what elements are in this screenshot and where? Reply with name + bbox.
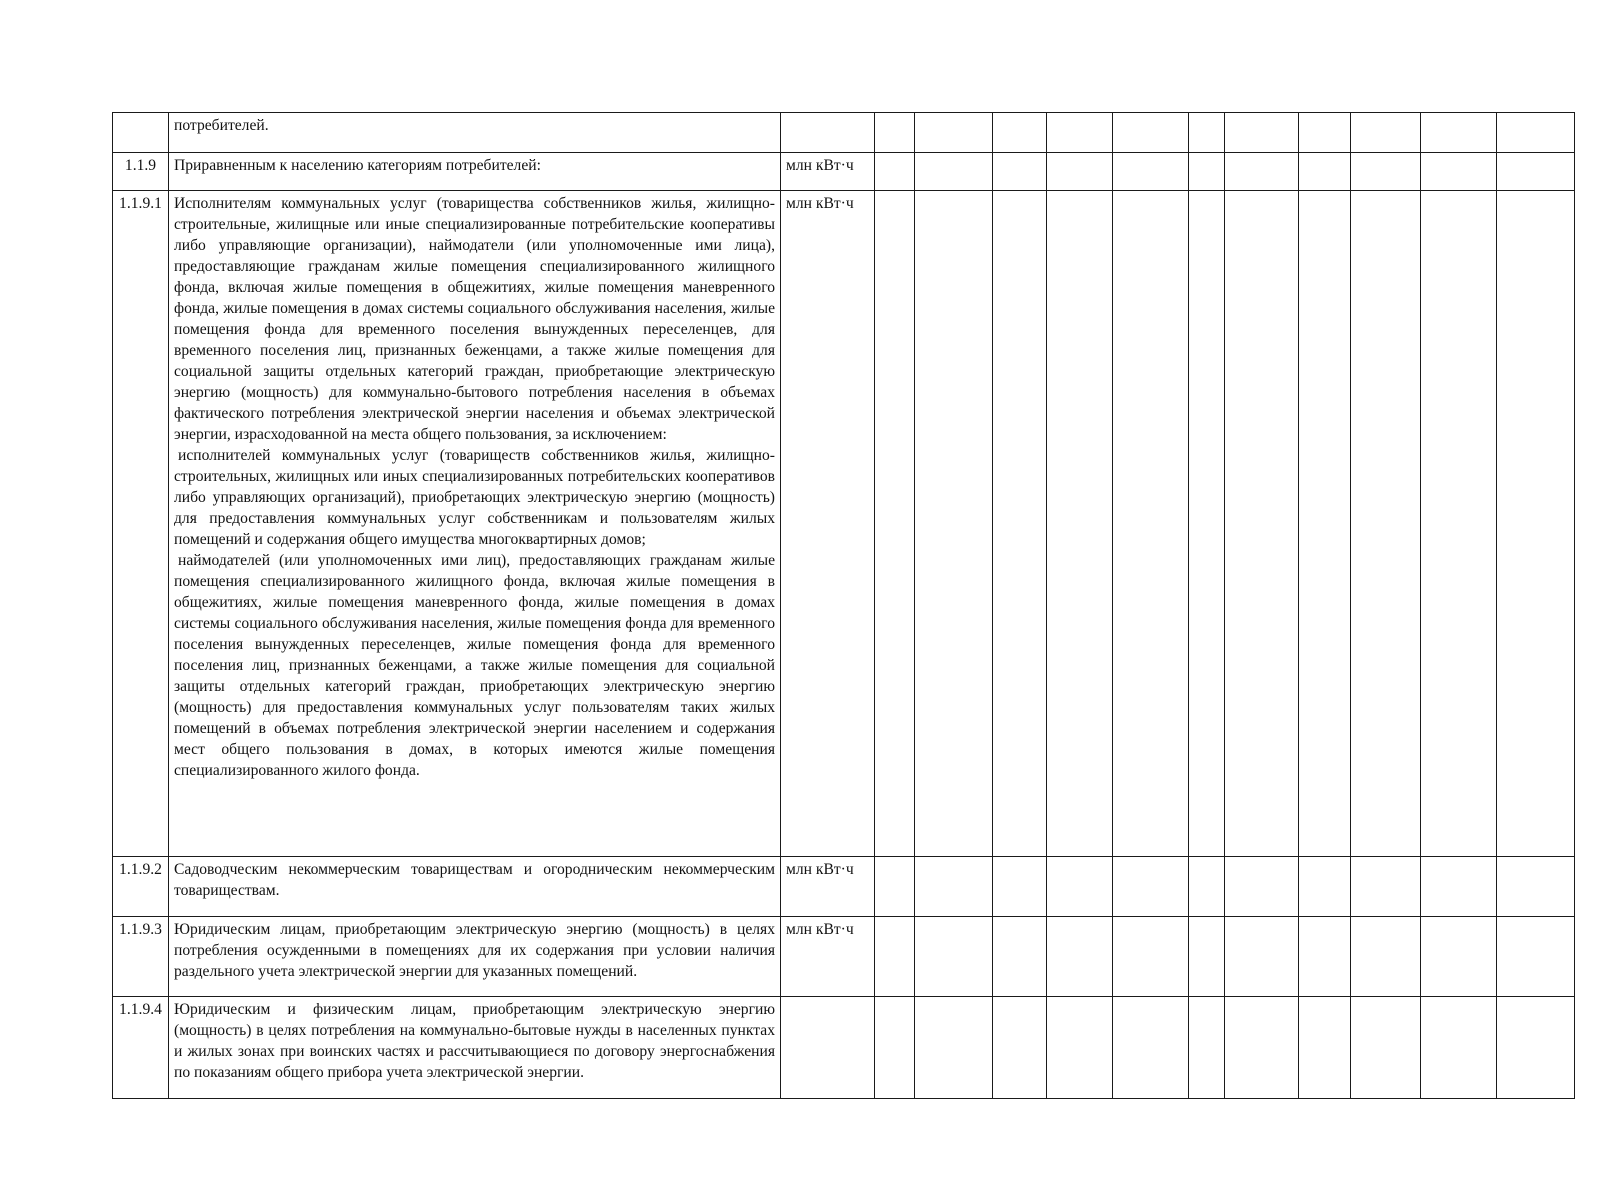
empty-value-cell [1113,857,1189,917]
description-paragraph: Исполнителям коммунальных услуг (товарищества собственников жилья, жилищно-строительные, жилищные или иные специализированные потребительские кооперативы либо управляющие организации), наймодатели (или уполномоченные ими лица), предоставляющие гражданам жилые помещения специализированного жилищного фонда, включая жилые помещения в общежитиях, жилые помещения маневренного фонда, жилые помещения в домах системы социального обслуживания населения, жилые помещения фонда для временного поселения вынужденных переселенцев, для временного поселения лиц, признанных беженцами, а также жилые помещения для социальной защиты отдельных категорий граждан, приобретающие электрическую энергию (мощность) для коммунально-бытового потребления населения в объемах фактического потребления электрической энергии населения и объемах электрической энергии, израсходованной на места общего пользования, за исключением: [174,195,775,443]
row-description [169,917,781,997]
empty-value-cell [1497,997,1575,1099]
empty-value-cell [1351,153,1421,191]
empty-value-cell [1351,917,1421,997]
empty-value-cell [1047,917,1113,997]
empty-value-cell [1421,917,1497,997]
row-description [169,857,781,917]
empty-value-cell [1421,113,1497,153]
empty-value-cell [1299,113,1351,153]
row-unit [781,113,875,153]
empty-value-cell [1497,191,1575,857]
row-number: 1.1.9.1 [113,191,169,857]
empty-value-cell [993,191,1047,857]
empty-value-cell [1421,153,1497,191]
table-row [113,153,1575,191]
empty-value-cell [875,191,915,857]
empty-value-cell [1351,997,1421,1099]
row-unit: млн кВт·ч [781,917,875,997]
description-paragraph: Приравненным к населению категориям потребителей: [174,157,541,174]
empty-value-cell [993,997,1047,1099]
empty-value-cell [915,857,993,917]
description-paragraph: Садоводческим некоммерческим товариществам и огородническим некоммерческим товариществам. [174,861,775,899]
empty-value-cell [1225,857,1299,917]
empty-value-cell [915,113,993,153]
table-body [113,113,1575,1099]
empty-value-cell [1421,191,1497,857]
empty-value-cell [1225,153,1299,191]
empty-value-cell [1113,153,1189,191]
description-paragraph: Юридическим и физическим лицам, приобретающим электрическую энергию (мощность) в целях потребления на коммунально-бытовые нужды в населенных пунктах и жилых зонах при воинских частях и рассчитывающиеся по договору энергоснабжения по показаниям общего прибора учета электрической энергии. [174,1001,775,1081]
empty-value-cell [1113,917,1189,997]
empty-value-cell [875,997,915,1099]
row-number [113,113,169,153]
row-description [169,191,781,857]
description-paragraph: исполнителей коммунальных услуг (товариществ собственников жилья, жилищно-строительных, жилищных или иных специализированных потребительских кооперативов либо управляющих организаций), приобретающих электрическую энергию (мощность) для предоставления коммунальных услуг собственникам и пользователям жилых помещений и содержания общего имущества многоквартирных домов; [174,447,775,548]
row-unit: млн кВт·ч [781,191,875,857]
empty-value-cell [1497,113,1575,153]
empty-value-cell [1225,191,1299,857]
row-description [169,113,781,153]
row-number: 1.1.9.2 [113,857,169,917]
table-row [113,997,1575,1099]
empty-value-cell [1299,997,1351,1099]
empty-value-cell [1047,191,1113,857]
table-row [113,857,1575,917]
empty-value-cell [1225,113,1299,153]
row-unit: млн кВт·ч [781,857,875,917]
row-description [169,997,781,1099]
empty-value-cell [1047,997,1113,1099]
empty-value-cell [1189,997,1225,1099]
empty-value-cell [1299,917,1351,997]
empty-value-cell [1113,113,1189,153]
empty-value-cell [1189,113,1225,153]
empty-value-cell [1299,191,1351,857]
empty-value-cell [875,857,915,917]
table-row [113,917,1575,997]
empty-value-cell [1113,997,1189,1099]
empty-value-cell [1299,857,1351,917]
empty-value-cell [993,153,1047,191]
empty-value-cell [875,153,915,191]
empty-value-cell [993,917,1047,997]
empty-value-cell [1189,153,1225,191]
empty-value-cell [1225,917,1299,997]
row-unit: млн кВт·ч [781,153,875,191]
empty-value-cell [1421,997,1497,1099]
empty-value-cell [1299,153,1351,191]
empty-value-cell [1351,857,1421,917]
empty-value-cell [915,997,993,1099]
row-number: 1.1.9 [113,153,169,191]
empty-value-cell [1113,191,1189,857]
tariff-table [112,112,1575,1099]
empty-value-cell [915,191,993,857]
row-number: 1.1.9.3 [113,917,169,997]
empty-value-cell [1421,857,1497,917]
empty-value-cell [1189,857,1225,917]
row-number: 1.1.9.4 [113,997,169,1099]
empty-value-cell [1047,857,1113,917]
empty-value-cell [993,113,1047,153]
empty-value-cell [1497,857,1575,917]
empty-value-cell [1497,153,1575,191]
empty-value-cell [875,113,915,153]
empty-value-cell [915,917,993,997]
empty-value-cell [915,153,993,191]
empty-value-cell [1351,113,1421,153]
description-paragraph: потребителей. [174,117,269,134]
empty-value-cell [1351,191,1421,857]
table-row [113,113,1575,153]
empty-value-cell [993,857,1047,917]
row-unit [781,997,875,1099]
description-paragraph: Юридическим лицам, приобретающим электрическую энергию (мощность) в целях потребления осужденными в помещениях для их содержания при условии наличия раздельного учета электрической энергии для указанных помещений. [174,921,775,980]
empty-value-cell [1189,191,1225,857]
empty-value-cell [1047,113,1113,153]
description-paragraph: наймодателей (или уполномоченных ими лиц), предоставляющих гражданам жилые помещения специализированного жилищного фонда, включая жилые помещения в общежитиях, жилые помещения маневренного фонда, жилые помещения в домах системы социального обслуживания населения, жилые помещения фонда для временного поселения вынужденных переселенцев, жилые помещения фонда для временного поселения лиц, признанных беженцами, а также жилые помещения для социальной защиты отдельных категорий граждан, приобретающих электрическую энергию (мощность) для предоставления коммунальных услуг пользователям таких жилых помещений в объемах потребления электрической энергии населением и содержания мест общего пользования в домах, в которых имеются жилые помещения специализированного жилого фонда. [174,552,775,779]
empty-value-cell [1225,997,1299,1099]
empty-value-cell [1497,917,1575,997]
row-description [169,153,781,191]
empty-value-cell [1189,917,1225,997]
table-row [113,191,1575,857]
empty-value-cell [1047,153,1113,191]
empty-value-cell [875,917,915,997]
